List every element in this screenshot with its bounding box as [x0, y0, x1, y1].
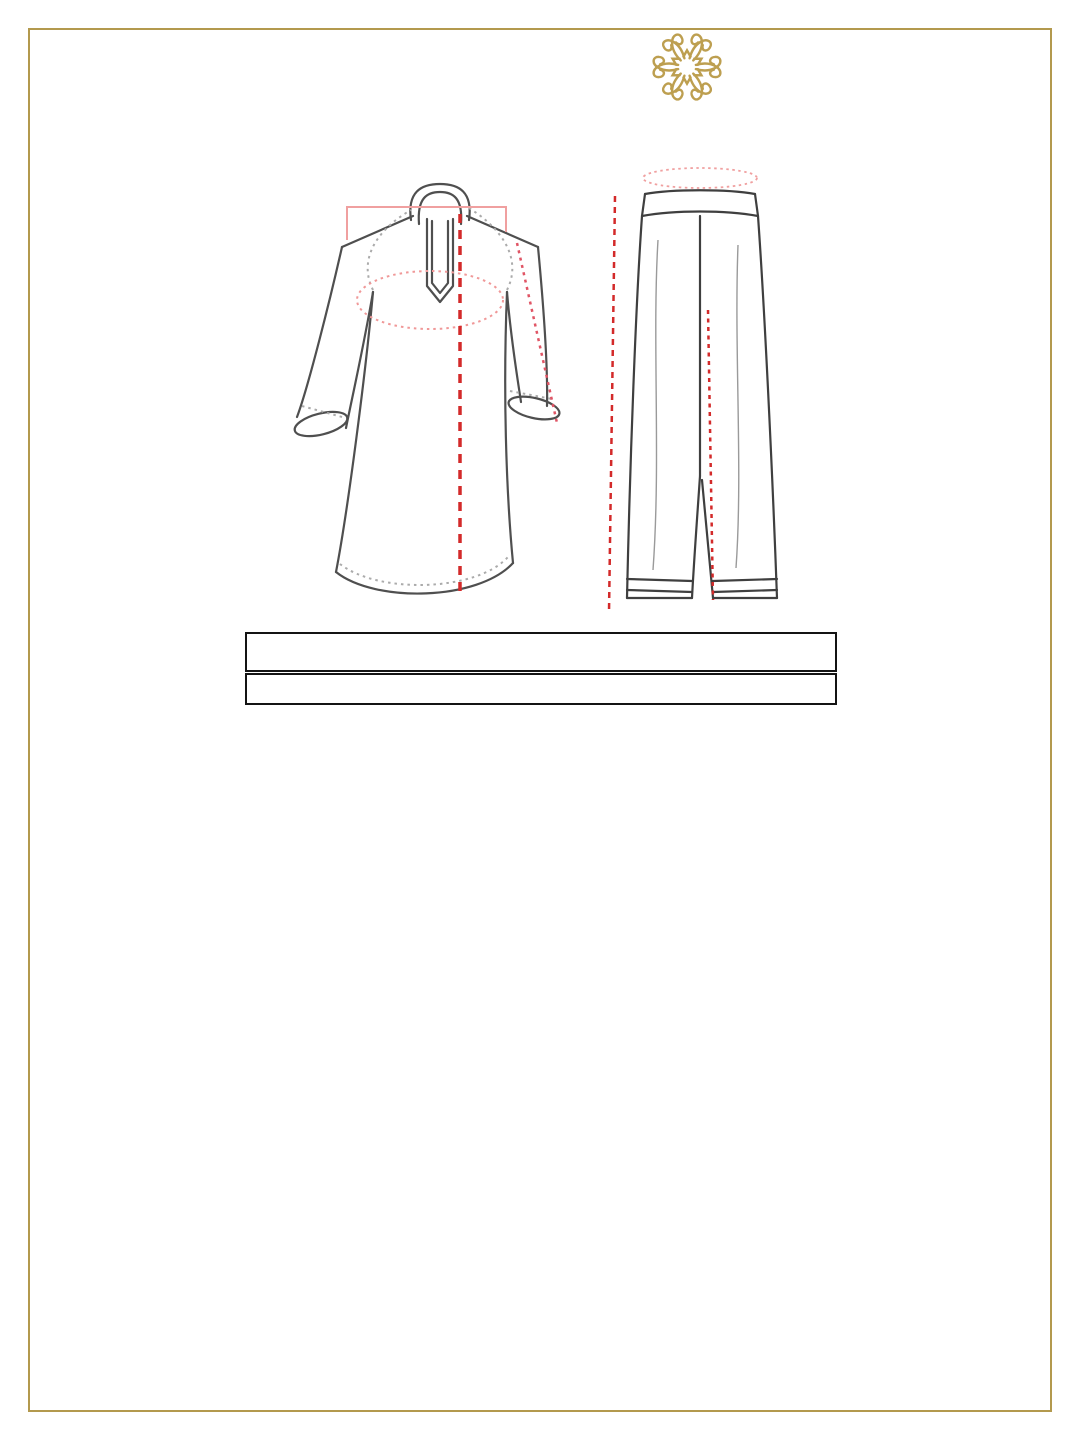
pyjama-outline — [627, 190, 777, 598]
table-title — [246, 633, 836, 673]
size-table-head — [246, 633, 836, 704]
brand-ornament-icon — [652, 32, 722, 102]
outseam-line — [609, 196, 615, 612]
size-table — [245, 632, 837, 704]
table-subtitle-row — [246, 673, 836, 705]
table-title-row — [246, 633, 836, 673]
table-subtitle — [246, 673, 836, 705]
garment-measurement-diagram — [280, 140, 810, 640]
chest-ellipse — [357, 271, 503, 329]
kurta-outline — [292, 184, 561, 594]
waist-ellipse — [643, 168, 757, 188]
